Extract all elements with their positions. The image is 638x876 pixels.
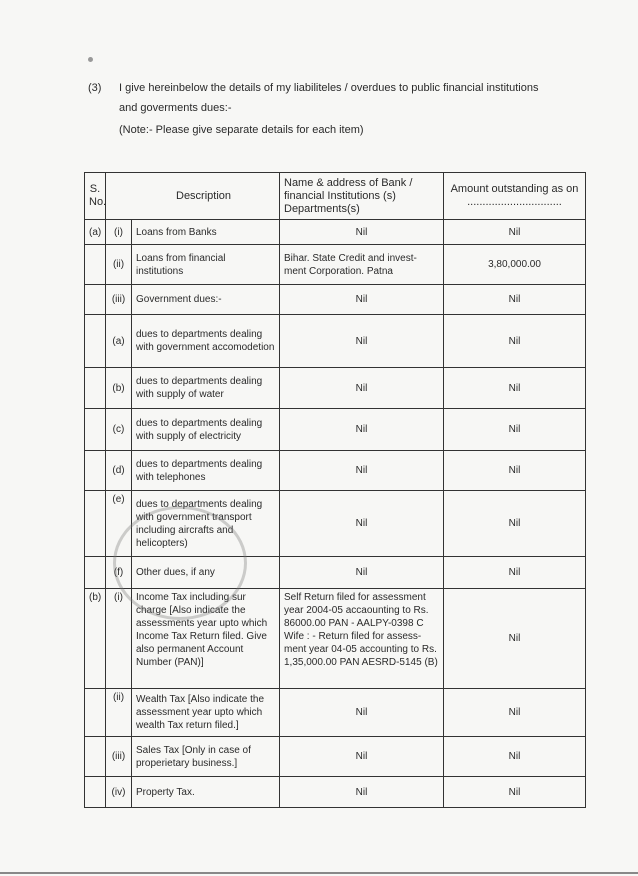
- header-bank: Name & address of Bank / financial Institutions (s) Departments(s): [280, 173, 444, 220]
- intro-line-1: I give hereinbelow the details of my liabiliteles / overdues to public financial institutions: [119, 82, 539, 94]
- liabilities-table: [84, 172, 586, 808]
- intro-line-2: and goverments dues:-: [119, 102, 232, 114]
- row-group: [85, 777, 106, 808]
- row-bank: Nil: [280, 737, 444, 777]
- table-row: [85, 557, 586, 589]
- row-description: Loans from financial institutions: [132, 245, 280, 285]
- row-description: Other dues, if any: [132, 557, 280, 589]
- row-bank: Nil: [280, 777, 444, 808]
- table-row: [85, 220, 586, 245]
- row-group: [85, 451, 106, 491]
- row-bank: Nil: [280, 315, 444, 368]
- intro-note: (Note:- Please give separate details for each item): [119, 124, 364, 136]
- row-bank: Nil: [280, 220, 444, 245]
- row-group: [85, 368, 106, 409]
- row-description: Government dues:-: [132, 285, 280, 315]
- row-description: dues to departments dealing with government accomodetion: [132, 315, 280, 368]
- table-row: [85, 315, 586, 368]
- row-amount: Nil: [444, 220, 586, 245]
- table-row: [85, 589, 586, 689]
- row-description: Sales Tax [Only in case of properietary business.]: [132, 737, 280, 777]
- row-group: [85, 315, 106, 368]
- row-bank: Self Return filed for assessment year 2004-05 accaounting to Rs. 86000.00 PAN - AALPY-0398 C Wife : - Return filed for assess-ment year 04-05 accounting to Rs. 1,35,000.00 PAN AESRD-5145 (B): [280, 589, 444, 689]
- row-sub: (ii): [106, 245, 132, 285]
- table-row: [85, 689, 586, 737]
- row-bank: Nil: [280, 368, 444, 409]
- table-row: [85, 737, 586, 777]
- row-amount: Nil: [444, 557, 586, 589]
- row-bank: Nil: [280, 285, 444, 315]
- row-description: dues to departments dealing with telephones: [132, 451, 280, 491]
- row-amount: Nil: [444, 315, 586, 368]
- row-group: [85, 557, 106, 589]
- header-description: Description: [106, 173, 280, 220]
- row-description: dues to departments dealing with supply of electricity: [132, 409, 280, 451]
- table-row: [85, 409, 586, 451]
- row-amount: Nil: [444, 491, 586, 557]
- table-header-row: [85, 173, 586, 220]
- row-sub: (b): [106, 368, 132, 409]
- row-sub: (e): [106, 491, 132, 557]
- table-row: [85, 491, 586, 557]
- row-description: dues to departments dealing with supply of water: [132, 368, 280, 409]
- row-description: Income Tax including sur charge [Also indicate the assessments year upto which Income Tax Return filed. Give also permanent Account Number (PAN)]: [132, 589, 280, 689]
- item-number: (3): [88, 82, 102, 94]
- header-sno: S. No.: [85, 173, 106, 220]
- row-group: [85, 285, 106, 315]
- row-sub: (iii): [106, 737, 132, 777]
- row-description: dues to departments dealing with government transport including aircrafts and helicopters): [132, 491, 280, 557]
- row-sub: (iii): [106, 285, 132, 315]
- row-group: [85, 737, 106, 777]
- row-bank: Nil: [280, 409, 444, 451]
- row-description: Wealth Tax [Also indicate the assessment year upto which wealth Tax return filed.]: [132, 689, 280, 737]
- row-amount: 3,80,000.00: [444, 245, 586, 285]
- row-bank: Nil: [280, 689, 444, 737]
- row-group: [85, 409, 106, 451]
- row-sub: (iv): [106, 777, 132, 808]
- row-amount: Nil: [444, 777, 586, 808]
- row-sub: (a): [106, 315, 132, 368]
- row-amount: Nil: [444, 689, 586, 737]
- row-group: (a): [85, 220, 106, 245]
- row-group: [85, 491, 106, 557]
- row-amount: Nil: [444, 285, 586, 315]
- row-sub: (i): [106, 220, 132, 245]
- row-bank: Nil: [280, 557, 444, 589]
- row-sub: (c): [106, 409, 132, 451]
- row-amount: Nil: [444, 409, 586, 451]
- row-group: [85, 689, 106, 737]
- header-amount: Amount outstanding as on ...............................: [444, 173, 586, 220]
- row-sub: (ii): [106, 689, 132, 737]
- row-sub: (d): [106, 451, 132, 491]
- row-bank: Nil: [280, 451, 444, 491]
- row-amount: Nil: [444, 368, 586, 409]
- table-row: [85, 368, 586, 409]
- table-row: [85, 777, 586, 808]
- table-row: [85, 451, 586, 491]
- row-bank: Nil: [280, 491, 444, 557]
- row-description: Property Tax.: [132, 777, 280, 808]
- row-group: (b): [85, 589, 106, 689]
- table-row: [85, 285, 586, 315]
- row-sub: (i): [106, 589, 132, 689]
- scan-mark: [88, 57, 93, 62]
- row-description: Loans from Banks: [132, 220, 280, 245]
- row-sub: (f): [106, 557, 132, 589]
- table-row: [85, 245, 586, 285]
- row-amount: Nil: [444, 451, 586, 491]
- row-bank: Bihar. State Credit and invest-ment Corporation. Patna: [280, 245, 444, 285]
- page-edge-line: [0, 872, 638, 874]
- row-amount: Nil: [444, 737, 586, 777]
- row-group: [85, 245, 106, 285]
- row-amount: Nil: [444, 589, 586, 689]
